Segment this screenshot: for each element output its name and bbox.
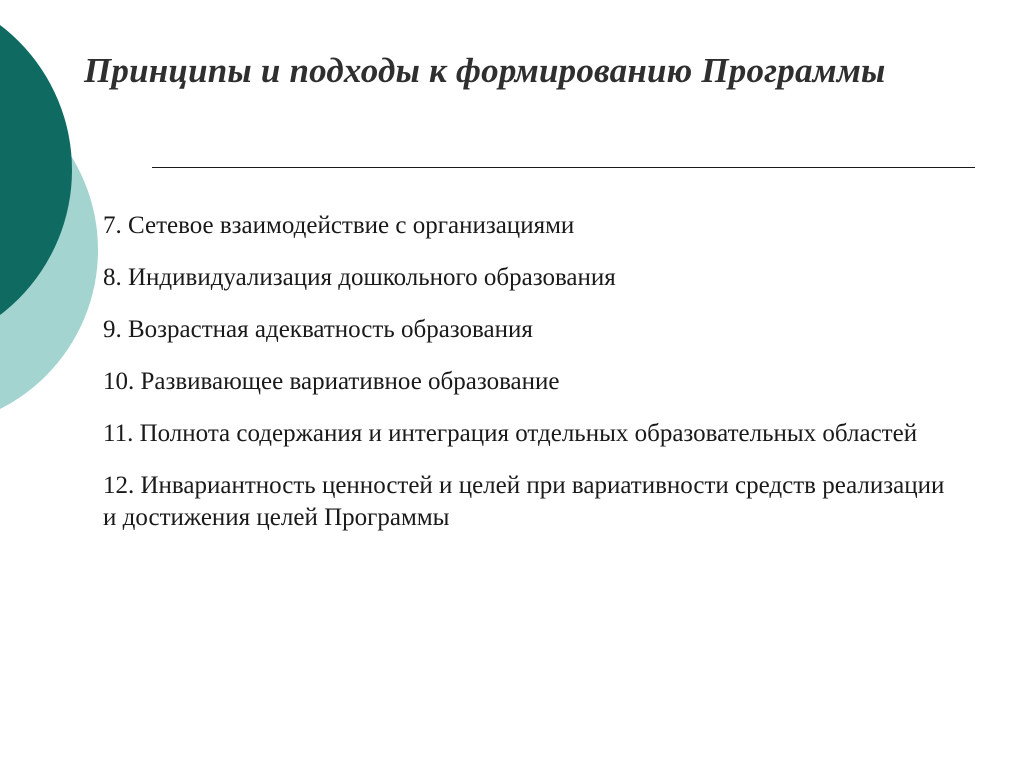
list-item: 9. Возрастная адекватность образования xyxy=(103,316,533,343)
list-item: 12. Инвариантность ценностей и целей при вариативности средств реализации и достижения целей Программы xyxy=(103,472,945,531)
list-item: 7. Сетевое взаимодействие с организациями xyxy=(103,212,575,239)
list-item: 8. Индивидуализация дошкольного образования xyxy=(103,264,616,291)
list-item: 10. Развивающее вариативное образование xyxy=(103,368,560,395)
slide-title: Принципы и подходы к формированию Программы xyxy=(84,51,886,90)
principles-list xyxy=(103,210,963,554)
list-item: 11. Полнота содержания и интеграция отдельных образовательных областей xyxy=(103,420,918,447)
title-underline xyxy=(152,167,975,168)
